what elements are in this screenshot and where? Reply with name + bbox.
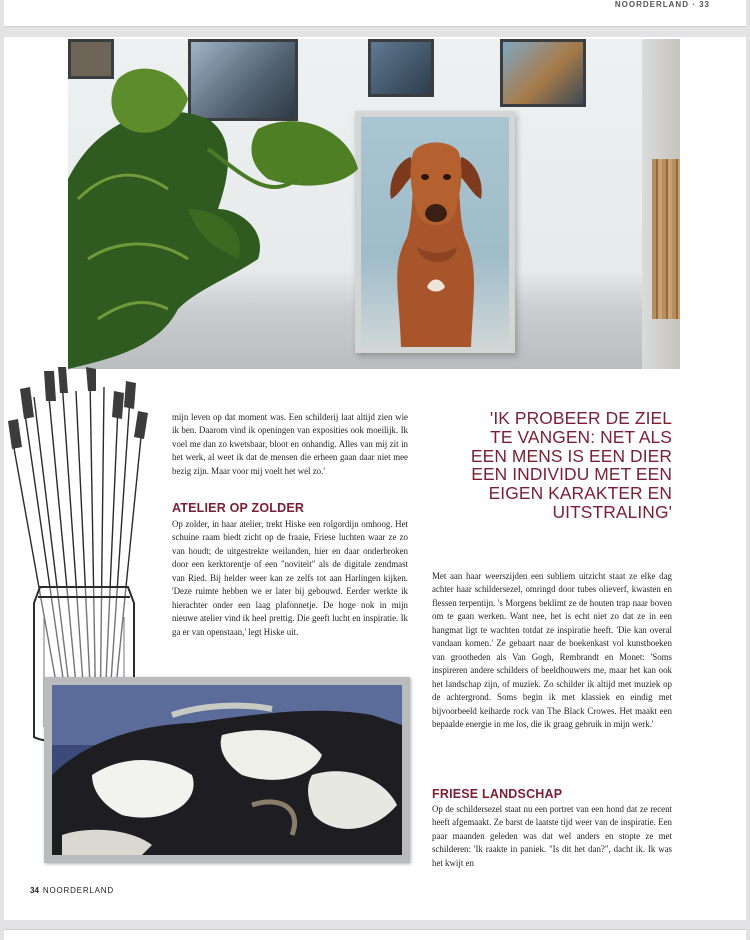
atelier-paragraph: Op zolder, in haar atelier, trekt Hiske een rolgordijn omhoog. Het schuine raam biedt zicht op de fraaie, Friese luchten waar ze zo van houdt; de uitgestrekte weilanden, hier en daar onderbroken door een kerktorentje of een "noviteit" als de digitale zendmast van Ried. Bij helder weer kan ze zelfs tot aan Harlingen kijken. 'Deze ruimte hebben we er later bij gebouwd. Eerder werkte ik hierachter onder een laag plafonnetje. De hoge nok in mijn nieuwe atelier vind ik heel prettig. Die geeft lucht en inspiratie. Ik ga er van openstaan,' legt Hiske uit. — [172, 519, 408, 637]
magazine-page — [4, 37, 746, 920]
magazine-name: NOORDERLAND — [42, 886, 114, 895]
previous-page-folio: NOORDERLAND · 33 — [614, 0, 710, 9]
monstera-plant — [68, 59, 368, 369]
article-column-2 — [432, 570, 672, 731]
hero-photo-atelier — [68, 39, 680, 369]
landschap-paragraph: Op de schildersezel staat nu een portret van een hond dat ze recent heeft afgemaakt. Ze barst de laatste tijd weer van de inspiratie. Een paar maanden geleden was dat wel anders en stopte ze met schilderen: 'Ik raakte in paniek. "Is dit het dan?", dacht ik. Ik was het kwijt en — [432, 804, 672, 868]
article-column-2-landschap — [432, 803, 672, 870]
previous-page-strip — [4, 0, 746, 27]
cow-painting — [52, 685, 402, 855]
page-footer — [30, 886, 114, 895]
intro-paragraph: mijn leven op dat moment was. Een schilderij laat altijd zien wie ik ben. Daarom vind ik openingen van exposities ook moeilijk. Ik voel me dan zo kwetsbaar, bloot en onhandig. Alles van mij zit in het werk, al weet ik dat de mensen die erheen gaan daar niet mee bezig zijn. Maar voor mij voelt het wel zo.' — [172, 412, 408, 476]
inspiration-paragraph: Met aan haar weerszijden een subliem uitzicht staat ze elke dag achter haar schildersezel, omringd door tubes olieverf, kwasten en flessen terpentijn. 's Morgens beklimt ze de houten trap naar boven om te gaan werken. Want nee, het is echt niet zo dat ze in een hangmat ligt te wachten totdat ze inspiratie heeft. 'Die kan overal vandaan komen.' Ze gebaart naar de boekenkast vol kunstboeken van grootheden als Van Gogh, Rembrandt en Monet: 'Soms inspireren andere schilders of beeldhouwers me, maar het kan ook het landschap zijn, of muziek. Zo schilder ik altijd met muziek op de achtergrond. Soms begin ik met klassiek en eindig met bijvoorbeeld keiharde rock van The Black Crowes. Het maakt een bepaalde energie in me los, die ik graag gebruik in mijn werk.' — [432, 571, 672, 729]
subheading-atelier-op-zolder: ATELIER OP ZOLDER — [172, 501, 305, 515]
dog-portrait-painting — [355, 111, 515, 353]
pull-quote-line: UITSTRALING' — [552, 501, 672, 522]
page-number: 34 — [30, 886, 39, 895]
dog-portrait-illustration — [361, 117, 509, 347]
pull-quote-line: EIGEN KARAKTER EN — [488, 483, 672, 504]
article-column-1-intro — [172, 411, 408, 478]
subheading-friese-landschap: FRIESE LANDSCHAP — [432, 787, 563, 801]
pull-quote-line: TE VANGEN: NET ALS — [490, 426, 672, 447]
article-column-1-atelier — [172, 518, 408, 639]
hero-photo-painting-4 — [500, 39, 586, 107]
hero-photo-painting-3 — [368, 39, 434, 97]
pull-quote-line: EEN MENS IS EEN DIER — [470, 445, 672, 466]
cow-painting-frame — [44, 677, 410, 863]
next-page-strip — [4, 929, 746, 940]
pull-quote — [440, 409, 672, 522]
pull-quote-line: 'IK PROBEER DE ZIEL — [489, 408, 672, 428]
hero-photo-stacked-canvases — [652, 159, 680, 319]
pull-quote-line: EEN INDIVIDU MET EEN — [471, 464, 672, 485]
